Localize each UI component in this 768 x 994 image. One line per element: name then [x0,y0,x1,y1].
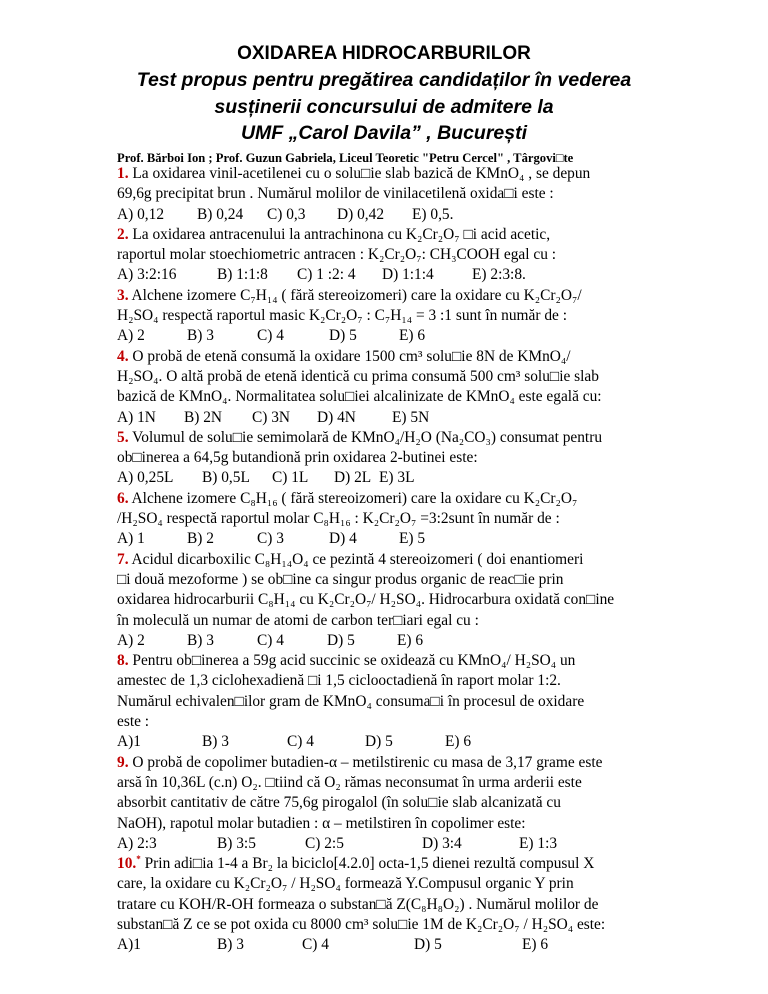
answer-option[interactable]: A)1 [117,733,141,751]
question-number: 5. [117,428,129,446]
question-text-line [117,489,757,509]
answer-option[interactable]: E) 6 [522,936,549,954]
question-text: /H₂SO₄ respectă raportul molar C₈H₁₆ : K₂Cr₂O₇ =3:2sunt în număr de : [117,510,560,528]
answer-option[interactable]: B) 2N [184,408,223,426]
question-3 [117,286,757,347]
question-9 [117,753,757,854]
answer-option[interactable]: D) 5 [329,327,357,345]
question-text: este : [117,713,150,731]
answer-option[interactable]: C) 1L [272,469,309,487]
answer-option[interactable]: C) 3 [257,530,284,548]
question-text-line [117,509,757,529]
answer-option[interactable]: A) 1N [117,408,156,426]
document-subtitle-line-1: Test propus pentru pregătirea candidaților în vederea [136,69,632,91]
question-text-line [117,590,757,610]
answer-option[interactable]: E) 6 [397,631,424,649]
question-4 [117,347,757,428]
answer-option[interactable]: D) 5 [414,936,442,954]
question-text: care, la oxidare cu K₂Cr₂O₇ / H₂SO₄ formează Y.Compusul organic Y prin [117,875,574,893]
question-text: amestec de 1,3 ciclohexadienă □i 1,5 ciclooctadienă în raport molar 1:2. [117,672,561,690]
answer-option[interactable]: D) 2L [334,469,372,487]
answer-option[interactable]: E) 5N [392,408,430,426]
question-text-line [117,448,757,468]
question-text-line [117,814,757,834]
question-text-line [117,428,757,448]
question-number: 3. [117,286,129,304]
question-text: Prin adi□ia 1-4 a Br₂ la biciclo[4.2.0] octa-1,5 dienei rezultă compusul X [144,855,595,873]
answer-options [117,631,757,651]
question-text-line [117,570,757,590]
question-text-line [117,225,757,245]
question-10 [117,854,757,955]
question-text: absorbit cantitativ de către 75,6g pirogalol (în solu□ie slab alcanizată cu [117,794,561,812]
question-text-line [117,245,757,265]
question-text-line [117,367,757,387]
answer-option[interactable]: A) 3:2:16 [117,266,177,284]
answer-option[interactable]: E) 6 [445,733,472,751]
answer-options [117,935,757,955]
answer-options [117,326,757,346]
answer-option[interactable]: B) 3 [202,733,229,751]
answer-option[interactable]: A) 2:3 [117,834,157,852]
question-text-line [117,712,757,732]
answer-option[interactable]: B) 1:1:8 [217,266,268,284]
question-text-line [117,347,757,367]
question-text: arsă în 10,36L (c.n) O₂. □tiind că O₂ rămas neconsumat în urma arderii este [117,773,582,791]
question-text-line [117,306,757,326]
question-text: în moleculă un numar de atomi de carbon ter□iari egal cu : [117,611,479,629]
answer-option[interactable]: A) 1 [117,530,145,548]
question-text: substan□ă Z ce se pot oxida cu 8000 cm³ solu□ie 1M de K₂Cr₂O₇ / H₂SO₄ este: [117,915,606,933]
question-text-line [117,874,757,894]
question-text: Acidul dicarboxilic C₈H₁₄O₄ ce pezintă 4 stereoizomeri ( doi enantiomeri [131,550,584,568]
answer-option[interactable]: A)1 [117,936,141,954]
question-text-line [117,915,757,935]
question-text: O probă de copolimer butadien-α – metilstirenic cu masa de 3,17 grame este [132,753,603,771]
question-text: raportul molar stoechiometric antracen : K₂Cr₂O₇: CH₃COOH egal cu : [117,246,557,264]
question-text-line [117,611,757,631]
answer-option[interactable]: C) 0,3 [267,205,306,223]
question-text: La oxidarea antracenului la antrachinona cu K₂Cr₂O₇ □i acid acetic, [132,225,551,243]
answer-option[interactable]: A) 2 [117,631,145,649]
question-number: 2. [117,225,129,243]
question-text: 69,6g precipitat brun . Numărul molilor de vinilacetilenă oxida□i este : [117,185,554,203]
question-star: * [136,853,141,864]
answer-options [117,529,757,549]
question-text: H₂SO₄ respectă raportul masic K₂Cr₂O₇ : C₇H₁₄ = 3 :1 sunt în număr de : [117,307,567,325]
answer-option[interactable]: B) 0,5L [202,469,250,487]
questions-list [117,164,757,956]
question-text-line [117,671,757,691]
question-7 [117,550,757,651]
question-text: bazică de KMnO₄. Normalitatea solu□iei alcalinizate de KMnO₄ este egală cu: [117,388,602,406]
question-text: Numărul echivalen□ilor gram de KMnO₄ consuma□i în procesul de oxidare [117,692,585,710]
answer-option[interactable]: C) 4 [257,631,284,649]
answer-option[interactable]: E) 6 [399,327,426,345]
question-text: ob□inerea a 64,5g butandionă prin oxidarea 2-butinei este: [117,449,478,467]
answer-option[interactable]: E) 1:3 [519,834,558,852]
question-6 [117,489,757,550]
document-subtitle-line-2: susținerii concursului de admitere la [214,96,554,118]
question-text-line [117,164,757,184]
question-text-line [117,651,757,671]
answer-option[interactable]: B) 3 [187,631,214,649]
answer-option[interactable]: E) 2:3:8. [472,266,526,284]
question-number: 6. [117,489,129,507]
question-text-line [117,692,757,712]
question-text: NaOH), rapotul molar butadien : α – metilstiren în copolimer este: [117,814,526,832]
question-8 [117,651,757,752]
answer-option[interactable]: B) 3 [187,327,214,345]
answer-option[interactable]: C) 3N [252,408,291,426]
question-text-line [117,895,757,915]
question-text-line [117,184,757,204]
question-5 [117,428,757,489]
answer-option[interactable]: C) 1 :2: 4 [297,266,356,284]
question-text-line [117,854,757,874]
answer-option[interactable]: E) 5 [399,530,426,548]
answer-option[interactable]: D) 0,42 [337,205,385,223]
question-text: O probă de etenă consumă la oxidare 1500 cm³ solu□ie 8N de KMnO₄/ [132,347,571,365]
answer-options [117,265,757,285]
answer-option[interactable]: E) 3L [379,469,415,487]
answer-option[interactable]: C) 2:5 [305,834,344,852]
answer-option[interactable]: D) 4 [329,530,357,548]
question-text-line [117,793,757,813]
question-text: tratare cu KOH/R-OH formeaza o substan□ă Z(C₈H₈O₂) . Numărul molilor de [117,895,599,913]
answer-option[interactable]: A) 2 [117,327,145,345]
question-number: 8. [117,652,129,670]
answer-option[interactable]: C) 4 [257,327,284,345]
answer-option[interactable]: C) 4 [302,936,329,954]
question-number: 7. [117,550,129,568]
question-number: 9. [117,753,129,771]
answer-option[interactable]: D) 5 [365,733,393,751]
question-2 [117,225,757,286]
answer-option[interactable]: B) 3:5 [217,834,256,852]
question-number: 1. [117,165,129,182]
answer-options [117,732,757,752]
answer-option[interactable]: B) 0,24 [197,205,244,223]
question-text-line [117,550,757,570]
answer-option[interactable]: D) 5 [327,631,355,649]
question-text: oxidarea hidrocarburii C₈H₁₄ cu K₂Cr₂O₇/ H₂SO₄. Hidrocarbura oxidată con□ine [117,591,615,609]
question-text: Volumul de solu□ie semimolară de KMnO₄/H₂O (Na₂CO₃) consumat pentru [132,428,603,446]
question-text-line [117,286,757,306]
answer-option[interactable]: D) 3:4 [422,834,462,852]
answer-option[interactable]: A) 0,12 [117,205,165,223]
question-text: □i două mezoforme ) se ob□ine ca singur produs organic de reac□ie prin [117,570,564,588]
authors-line: Prof. Bărboi Ion ; Prof. Guzun Gabriela, Liceul Teoretic "Petru Cercel" , Târgovi□te [117,151,574,165]
answer-option[interactable]: E) 0,5. [412,205,454,223]
question-text: Pentru ob□inerea a 59g acid succinic se oxidează cu KMnO₄/ H₂SO₄ un [132,652,576,670]
document-title: OXIDAREA HIDROCARBURILOR [237,43,531,64]
answer-options [117,468,757,488]
answer-option[interactable]: D) 4N [317,408,356,426]
document-subtitle-line-3: UMF „Carol Davila” , București [240,122,528,144]
answer-option[interactable]: C) 4 [287,733,314,751]
answer-options [117,408,757,428]
question-number: 10.* [117,853,141,873]
question-text-line [117,753,757,773]
answer-option[interactable]: D) 1:1:4 [382,266,434,284]
answer-option[interactable]: B) 3 [217,936,244,954]
answer-options [117,205,757,225]
question-text: Alchene izomere C₈H₁₆ ( fără stereoizomeri) care la oxidare cu K₂Cr₂O₇ [131,489,578,507]
question-text: La oxidarea vinil-acetilenei cu o solu□ie slab bazică de KMnO₄ , se depun [132,165,591,182]
answer-option[interactable]: B) 2 [187,530,214,548]
question-text: H₂SO₄. O altă probă de etenă identică cu prima consumă 500 cm³ solu□ie slab [117,367,599,385]
question-text-line [117,773,757,793]
question-number: 4. [117,347,129,365]
question-text: Alchene izomere C₇H₁₄ ( fără stereoizomeri) care la oxidare cu K₂Cr₂O₇/ [131,286,582,304]
answer-option[interactable]: A) 0,25L [117,469,174,487]
answer-options [117,834,757,854]
question-1 [117,164,757,225]
question-text-line [117,387,757,407]
